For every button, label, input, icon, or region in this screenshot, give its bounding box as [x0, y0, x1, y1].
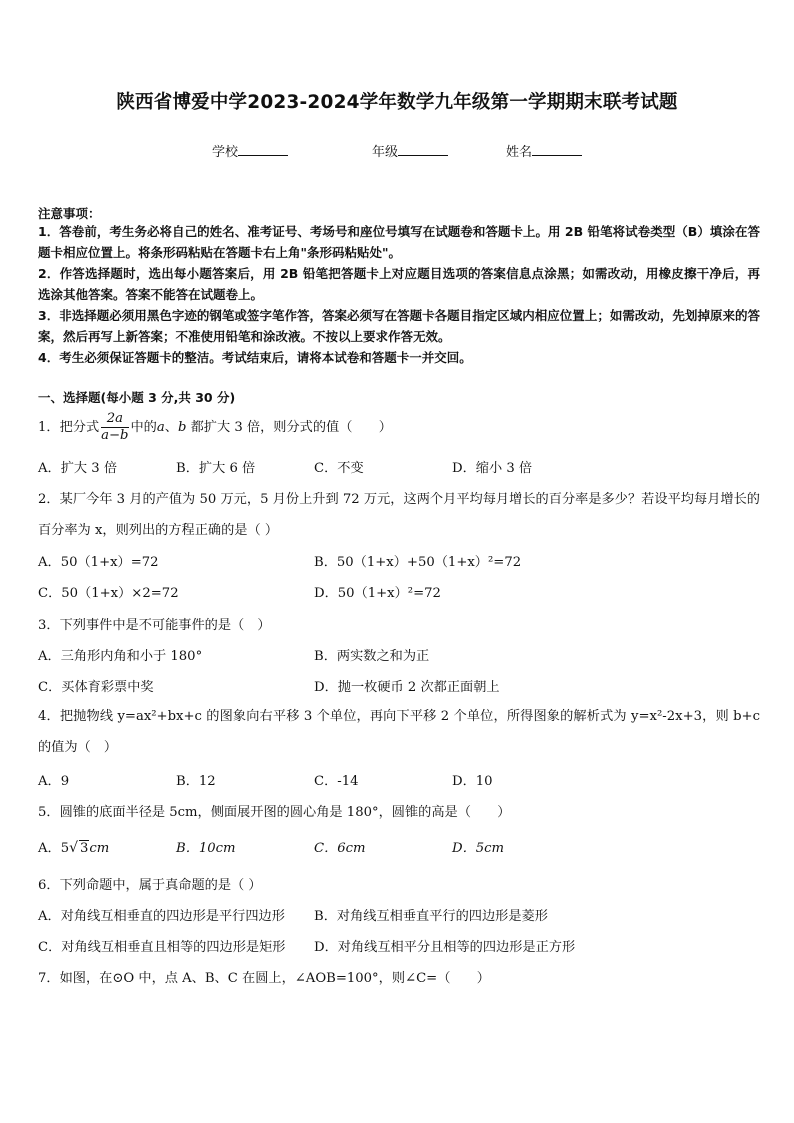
q4-option-c: C．-14	[314, 774, 359, 789]
q5-option-c: C．6cm	[314, 841, 366, 856]
name-blank	[532, 143, 582, 156]
q1-sep: 、	[164, 420, 178, 435]
q1-fraction-numerator: 2a	[101, 411, 128, 428]
q1-option-c: C．不变	[314, 461, 364, 476]
q1-var-b: b	[177, 420, 187, 435]
q3-option-c: C．买体育彩票中奖	[38, 680, 154, 695]
q1-mid: 中的	[130, 420, 157, 435]
grade-label: 年级	[372, 145, 399, 160]
q3-option-a: A．三角形内角和小于 180°	[38, 649, 203, 664]
q1-suffix: 都扩大 3 倍，则分式的值（ ）	[186, 420, 392, 435]
q6-option-c: C．对角线互相垂直且相等的四边形是矩形	[38, 940, 286, 955]
question-2: 2．某厂今年 3 月的产值为 50 万元，5 月份上升到 72 万元，这两个月平均每月增长的百分率是多少？若设平均每月增长的百分率为 x，则列出的方程正确的是（ ）	[38, 492, 760, 538]
q1-var-a: a	[156, 420, 165, 435]
school-field	[212, 141, 288, 160]
question-5: 5．圆锥的底面半径是 5cm，侧面展开图的圆心角是 180°，圆锥的高是（ ）	[38, 805, 511, 820]
question-4: 4．把抛物线 y=ax²+bx+c 的图象向右平移 3 个单位，再向下平移 2 个单位，所得图象的解析式为 y=x²-2x+3，则 b+c 的值为（ ）	[38, 709, 760, 755]
q4-option-b: B．12	[176, 774, 216, 789]
q6-option-b: B．对角线互相垂直平行的四边形是菱形	[314, 909, 548, 924]
q5-option-a-prefix: A．5	[38, 841, 70, 856]
q2-option-a: A．50（1+x）=72	[38, 555, 159, 570]
q1-prefix: 1．把分式	[38, 420, 100, 435]
notice-item-3: 3．非选择题必须用黑色字迹的钢笔或签字笔作答，答案必须写在答题卡各题目指定区域内相应位置上；如需改动，先划掉原来的答案，然后再写上新答案；不准使用铅笔和涂改液。不按以上要求作答无效。	[38, 308, 760, 344]
question-6: 6．下列命题中，属于真命题的是（ ）	[38, 878, 262, 893]
q1-option-b: B．扩大 6 倍	[176, 461, 256, 476]
section-heading: 一、选择题(每小题 3 分,共 30 分)	[38, 390, 236, 405]
grade-blank	[398, 143, 448, 156]
q5-option-a	[38, 837, 109, 856]
q6-option-a: A．对角线互相垂直的四边形是平行四边形	[38, 909, 285, 924]
q4-option-a: A．9	[38, 774, 70, 789]
q4-option-d: D．10	[452, 774, 493, 789]
notice-heading: 注意事项：	[38, 206, 101, 221]
exam-title: 陕西省博爱中学2023-2024学年数学九年级第一学期期末联考试题	[116, 92, 678, 113]
school-blank	[238, 143, 288, 156]
name-field	[506, 141, 582, 160]
grade-field	[372, 141, 448, 160]
question-3: 3．下列事件中是不可能事件的是（ ）	[38, 618, 271, 633]
question-1	[38, 411, 392, 444]
q3-option-d: D．抛一枚硬币 2 次都正面朝上	[314, 680, 500, 695]
notice-item-4: 4．考生必须保证答题卡的整洁。考试结束后，请将本试卷和答题卡一并交回。	[38, 350, 472, 365]
q2-option-d: D．50（1+x）²=72	[314, 586, 441, 601]
q1-fraction-denominator: a−b	[101, 428, 129, 443]
question-7: 7．如图，在⊙O 中，点 A、B、C 在圆上，∠AOB=100°，则∠C=（ ）	[38, 971, 490, 986]
q6-option-d: D．对角线互相平分且相等的四边形是正方形	[314, 940, 576, 955]
q5-option-a-root: 3	[80, 841, 89, 856]
q1-option-a: A．扩大 3 倍	[38, 461, 118, 476]
name-label: 姓名	[506, 145, 533, 160]
school-label: 学校	[212, 145, 239, 160]
q2-option-c: C．50（1+x）×2=72	[38, 586, 179, 601]
q1-option-d: D．缩小 3 倍	[452, 461, 533, 476]
q5-option-a-unit: cm	[89, 841, 110, 856]
notice-item-1: 1．答卷前，考生务必将自己的姓名、准考证号、考场号和座位号填写在试题卷和答题卡上。用 2B 铅笔将试卷类型（B）填涂在答题卡相应位置上。将条形码粘贴在答题卡右上角"条形码粘贴处"。	[38, 224, 760, 260]
q2-option-b: B．50（1+x）+50（1+x）²=72	[314, 555, 522, 570]
notice-item-2: 2．作答选择题时，选出每小题答案后，用 2B 铅笔把答题卡上对应题目选项的答案信息点涂黑；如需改动，用橡皮擦干净后，再选涂其他答案。答案不能答在试题卷上。	[38, 266, 760, 302]
q1-fraction	[101, 411, 128, 444]
radical-sign-icon: √	[69, 840, 79, 856]
q5-option-b: B．10cm	[176, 841, 236, 856]
q5-option-d: D．5cm	[452, 841, 505, 856]
q3-option-b: B．两实数之和为正	[314, 649, 430, 664]
